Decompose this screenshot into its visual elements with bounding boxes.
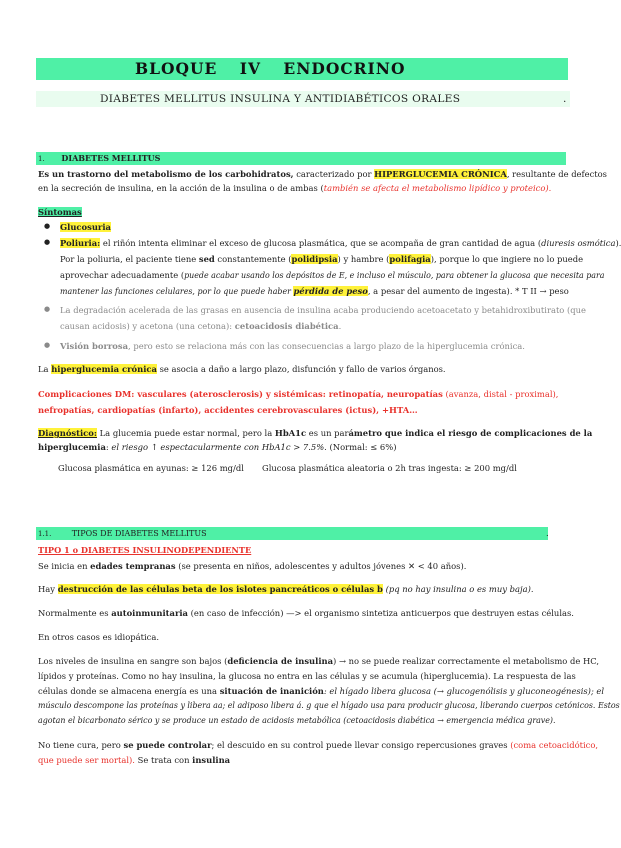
tipo1-paragraph-6-line-1: No tiene cura, pero se puede controlar; el descuido en su control puede llevar consigo repercusiones graves (coma cetoacidótico,	[38, 740, 599, 750]
tipo1-paragraph-5-line-4: músculo descompone las proteínas y libera aa; el adiposo libera á. g que el hígado usa para producir glucosa, liberando cuerpos cetónicos. Estos	[38, 701, 620, 710]
symptom-glucosuria: Glucosuria	[60, 222, 111, 232]
tipo1-paragraph-5-line-3: células donde se almacena energía es una situación de inanición: el hígado libera glucosa (→ glucogenólisis y gluconeogénesis); el	[38, 686, 605, 696]
bullet-icon: ●	[44, 341, 51, 349]
tipo1-paragraph-3: Normalmente es autoinmunitaria (en caso de infección) —> el organismo sintetiza anticuerpos que destruyen estas células.	[38, 608, 574, 618]
complicaciones-line-1: Complicaciones DM: vasculares (aterosclerosis) y sistémicas: retinopatía, neuropatías (avanza, distal - proximal),	[38, 389, 559, 399]
complicaciones-line-2: nefropatías, cardiopatías (infarto), accidentes cerebrovasculares (ictus), +HTA…	[38, 405, 418, 415]
glucosa-ayunas: Glucosa plasmática en ayunas: ≥ 126 mg/dl	[58, 463, 244, 473]
sintomas-label: Síntomas	[38, 207, 82, 217]
tipo1-paragraph-5-line-1: Los niveles de insulina en sangre son bajos (deficiencia de insulina) → no se puede realizar correctamente el metabolismo de HC,	[38, 656, 600, 666]
page-title: BLOQUE IV ENDOCRINO	[135, 59, 406, 78]
tipo1-paragraph-2: Hay destrucción de las células beta de los islotes pancreáticos o células b (pq no hay insulina o es muy baja).	[38, 584, 534, 594]
section-1-heading: 1. DIABETES MELLITUS	[38, 153, 161, 163]
symptom-poliuria-line-1: Poliuria: el riñón intenta eliminar el exceso de glucosa plasmática, que se acompaña de gran cantidad de agua (diuresis osmótica).	[60, 238, 621, 248]
bullet-icon: ●	[44, 305, 51, 313]
tipo-1-heading: TIPO 1 o DIABETES INSULINODEPENDIENTE	[38, 545, 252, 555]
symptom-poliuria-line-3: aprovechar adecuadamente (puede acabar usando los depósitos de E, e incluso el músculo, para obtener la glucosa que necesita para	[60, 270, 605, 280]
glucosa-aleatoria: Glucosa plasmática aleatoria o 2h tras ingesta: ≥ 200 mg/dl	[262, 463, 517, 473]
hiperglucemia-paragraph: La hiperglucemia crónica se asocia a daño a largo plazo, disfunción y fallo de varios órganos.	[38, 364, 446, 374]
bullet-icon: ●	[44, 238, 51, 246]
tipo1-paragraph-1: Se inicia en edades tempranas (se presenta en niños, adolescentes y adultos jóvenes ✕ < 40 años).	[38, 561, 467, 571]
subtitle-text: DIABETES MELLITUS INSULINA Y ANTIDIABÉTICOS ORALES	[100, 93, 461, 105]
tipo1-paragraph-5-line-5: agotan el bicarbonato sérico y se produce un estado de acidosis metabólica (cetoacidosis diabética → emergencia médica grave).	[38, 716, 556, 725]
subtitle-dot: .	[563, 93, 567, 105]
symptom-cetoacidosis-line-1: La degradación acelerada de las grasas en ausencia de insulina acaba produciendo acetoacetato y betahidroxibutirato (que	[60, 305, 586, 315]
diagnostico-line-2: hiperglucemia: el riesgo ↑ espectacularmente con HbA1c > 7.5%. (Normal: ≤ 6%)	[38, 442, 397, 452]
tipo1-paragraph-4: En otros casos es idiopática.	[38, 632, 159, 642]
symptom-poliuria-line-2: Por la poliuria, el paciente tiene sed constantemente (polidipsia) y hambre (polifagia), porque lo que ingiere no lo puede	[60, 254, 584, 264]
diagnostico-line-1: Diagnóstico: La glucemia puede estar normal, pero la HbA1c es un parámetro que indica el riesgo de complicaciones de la	[38, 428, 593, 438]
intro-line-1: Es un trastorno del metabolismo de los carbohidratos, caracterizado por HIPERGLUCEMIA CRÓNICA, resultante de defectos	[38, 169, 607, 179]
symptom-cetoacidosis-line-2: causan acidosis) y acetona (una cetona): cetoacidosis diabética.	[60, 321, 342, 331]
section-1-1-heading: 1.1. TIPOS DE DIABETES MELLITUS	[38, 529, 207, 538]
symptom-poliuria-line-4: mantener las funciones celulares, por lo que puede haber pérdida de peso, a pesar del aumento de ingesta). * T II → peso	[60, 286, 569, 296]
page-subtitle	[100, 91, 460, 107]
section-1-1-dot: .	[546, 528, 549, 538]
tipo1-paragraph-5-line-2: lípidos y proteínas. Como no hay insulina, la glucosa no entra en las células y se acumula (hiperglucemia). La respuesta de las	[38, 671, 576, 681]
intro-line-2: en la secreción de insulina, en la acción de la insulina o de ambas (también se afecta el metabolismo lipídico y proteico).	[38, 183, 552, 193]
tipo1-paragraph-6-line-2: que puede ser mortal). Se trata con insulina	[38, 755, 231, 765]
symptom-vision: Visión borrosa, pero esto se relaciona más con las consecuencias a largo plazo de la hiperglucemia crónica.	[60, 341, 525, 351]
bullet-icon: ●	[44, 222, 51, 230]
